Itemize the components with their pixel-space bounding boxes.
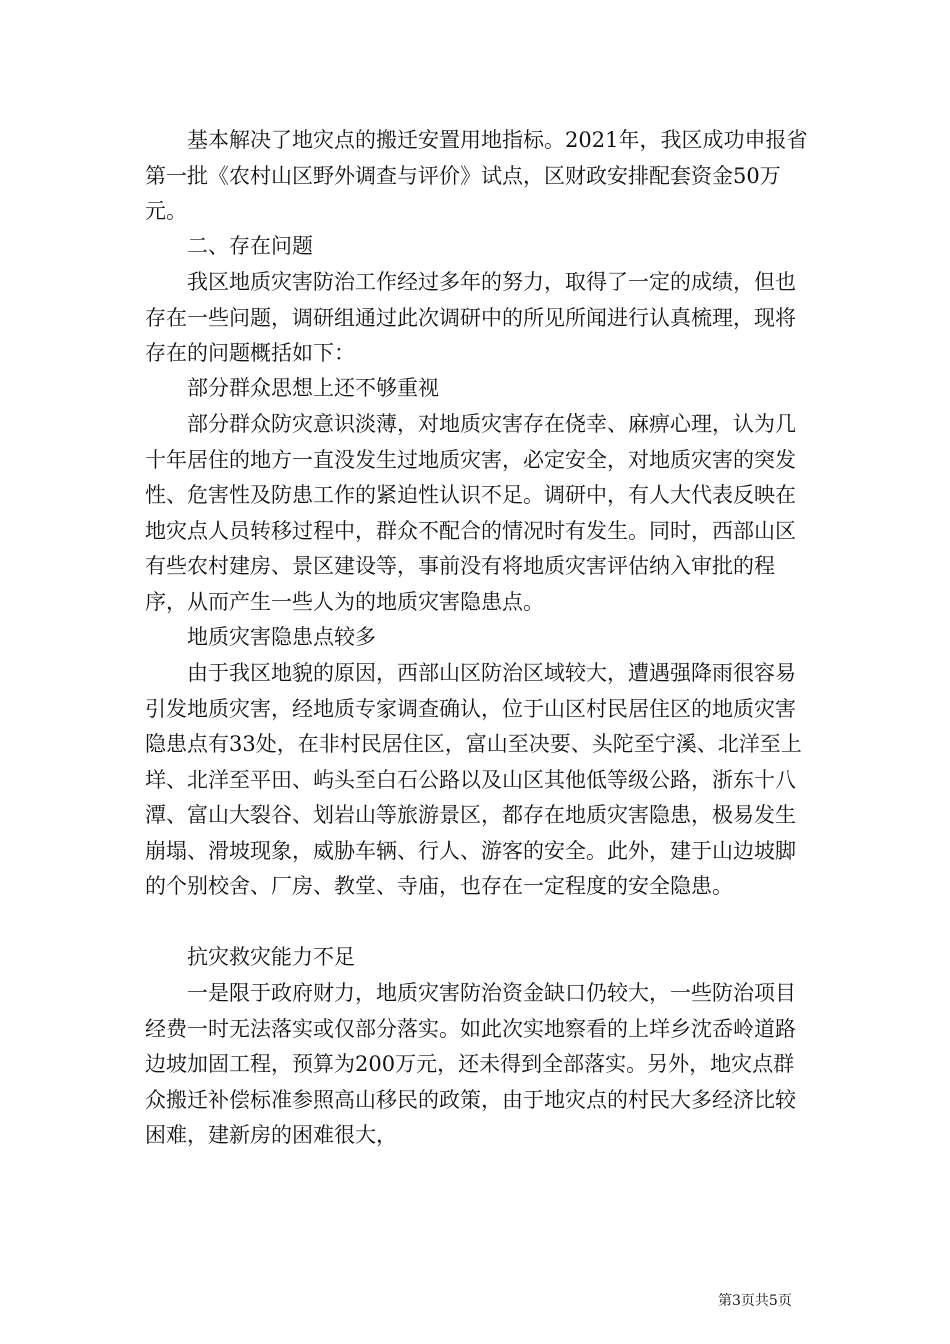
subheading-insufficient-capacity: 抗灾救灾能力不足 (145, 945, 355, 969)
page-number-footer: 第3页共5页 (718, 1293, 792, 1309)
paragraph-relocation-land: 基本解决了地灾点的搬迁安置用地指标。2021年，我区成功申报省第一批《农村山区野外调查与评价》试点，区财政安排配套资金50万元。 (145, 128, 808, 223)
paragraph-problems-intro: 我区地质灾害防治工作经过多年的努力，取得了一定的成绩，但也存在一些问题，调研组通过此次调研中的所见所闻进行认真梳理，现将存在的问题概括如下： (145, 270, 796, 365)
paragraph-public-awareness: 部分群众防灾意识淡薄，对地质灾害存在侥幸、麻痹心理，认为几十年居住的地方一直没发生过地质灾害，必定安全，对地质灾害的突发性、危害性及防患工作的紧迫性认识不足。调研中，有人大代表反映在地灾点人员转移过程中，群众不配合的情况时有发生。同时，西部山区有些农村建房、景区建设等，事前没有将地质灾害评估纳入审批的程序，从而产生一些人为的地质灾害隐患点。 (145, 412, 796, 614)
section-heading-existing-problems: 二、存在问题 (145, 234, 313, 258)
paragraph-hazard-points: 由于我区地貌的原因，西部山区防治区域较大，遭遇强降雨很容易引发地质灾害，经地质专家调查确认，位于山区村民居住区的地质灾害隐患点有33处，在非村民居住区，富山至决要、头陀至宁溪、北洋至上垟、北洋至平田、屿头至白石公路以及山区其他低等级公路，浙东十八潭、富山大裂谷、划岩山等旅游景区，都存在地质灾害隐患，极易发生崩塌、滑坡现象，威胁车辆、行人、游客的安全。此外，建于山边坡脚的个别校舍、厂房、教堂、寺庙，也存在一定程度的安全隐患。 (145, 661, 802, 898)
subheading-many-hazard-points: 地质灾害隐患点较多 (145, 625, 376, 649)
paragraph-insufficient-capacity: 一是限于政府财力，地质灾害防治资金缺口仍较大，一些防治项目经费一时无法落实或仅部分落实。如此次实地察看的上垟乡沈岙岭道路边坡加固工程，预算为200万元，还未得到全部落实。另外，地灾点群众搬迁补偿标准参照高山移民的政策，由于地灾点的村民大多经济比较困难，建新房的困难很大， (145, 981, 796, 1147)
subheading-public-awareness: 部分群众思想上还不够重视 (145, 376, 439, 400)
